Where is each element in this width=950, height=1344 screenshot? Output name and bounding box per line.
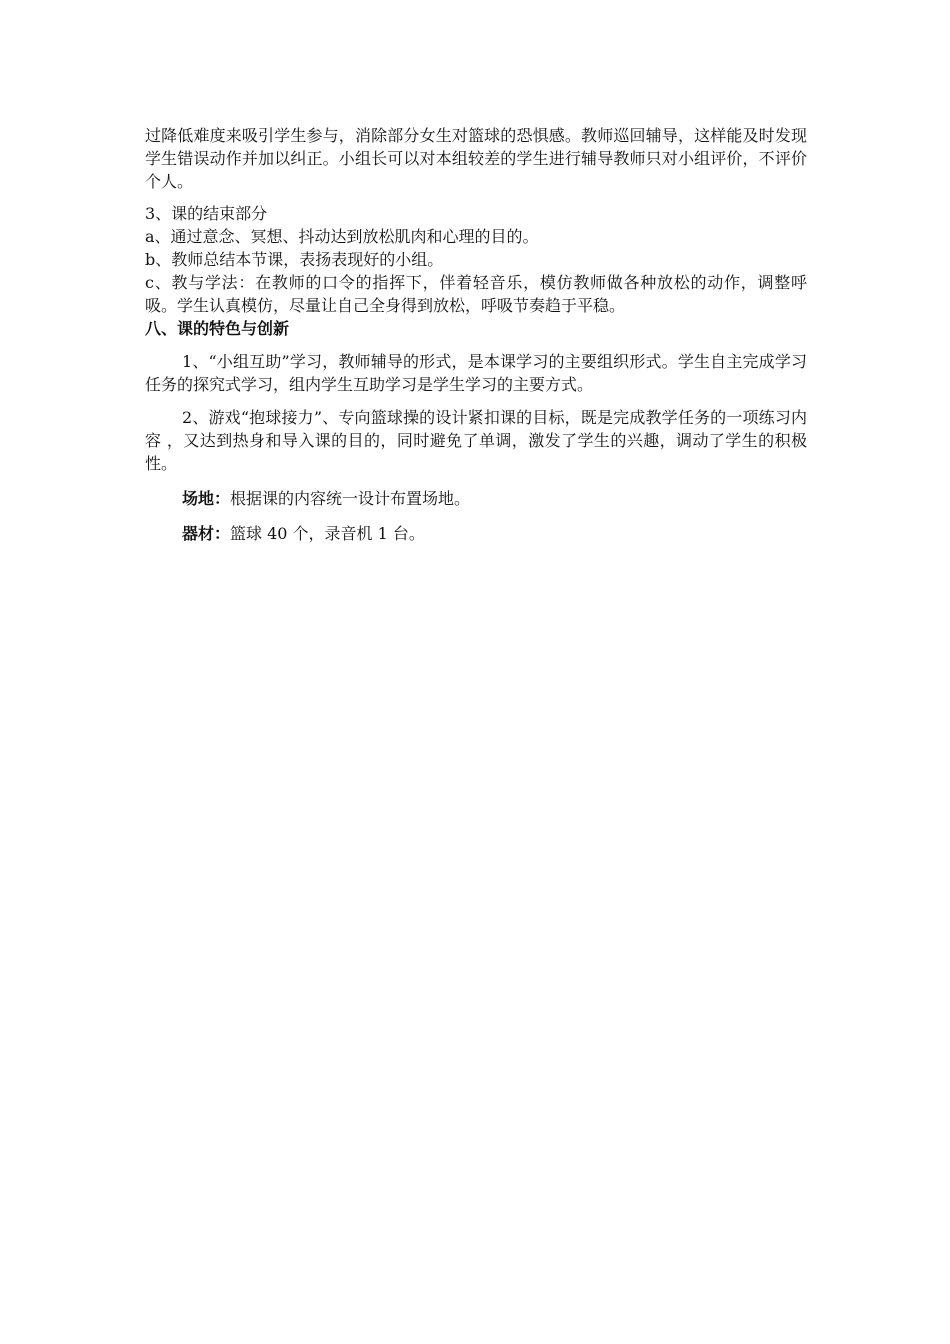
list-item-a: a、通过意念、冥想、抖动达到放松肌肉和心理的目的。 xyxy=(145,227,539,246)
list-item-c: c、教与学法：在教师的口令的指挥下，伴着轻音乐，模仿教师做各种放松的动作，调整呼吸。学生认真模仿，尽量让自己全身得到放松，呼吸节奏趋于平稳。 xyxy=(145,273,807,315)
heading-features: 八、课的特色与创新 xyxy=(145,319,290,338)
document-page xyxy=(145,124,807,545)
section-3-title: 3、课的结束部分 xyxy=(145,204,268,223)
venue-line xyxy=(145,487,807,510)
equipment-line xyxy=(145,522,807,545)
paragraph-continuation: 过降低难度来吸引学生参与，消除部分女生对篮球的恐惧感。教师巡回辅导，这样能及时发现学生错误动作并加以纠正。小组长可以对本组较差的学生进行辅导教师只对小组评价，不评价个人。 xyxy=(145,126,807,191)
venue-text: 根据课的内容统一设计布置场地。 xyxy=(230,489,471,508)
equipment-label: 器材： xyxy=(182,524,231,543)
feature-1: 1、“小组互助”学习，教师辅导的形式，是本课学习的主要组织形式。学生自主完成学习任务的探究式学习，组内学生互助学习是学生学习的主要方式。 xyxy=(145,352,807,394)
list-item-b: b、教师总结本节课，表扬表现好的小组。 xyxy=(145,250,444,269)
feature-2: 2、游戏“抱球接力”、专向篮球操的设计紧扣课的目标，既是完成教学任务的一项练习内容 ，又达到热身和导入课的目的，同时避免了单调，激发了学生的兴趣，调动了学生的积极性。 xyxy=(145,408,807,473)
equipment-text: 篮球 40 个，录音机 1 台。 xyxy=(230,524,425,543)
venue-label: 场地： xyxy=(182,489,231,508)
